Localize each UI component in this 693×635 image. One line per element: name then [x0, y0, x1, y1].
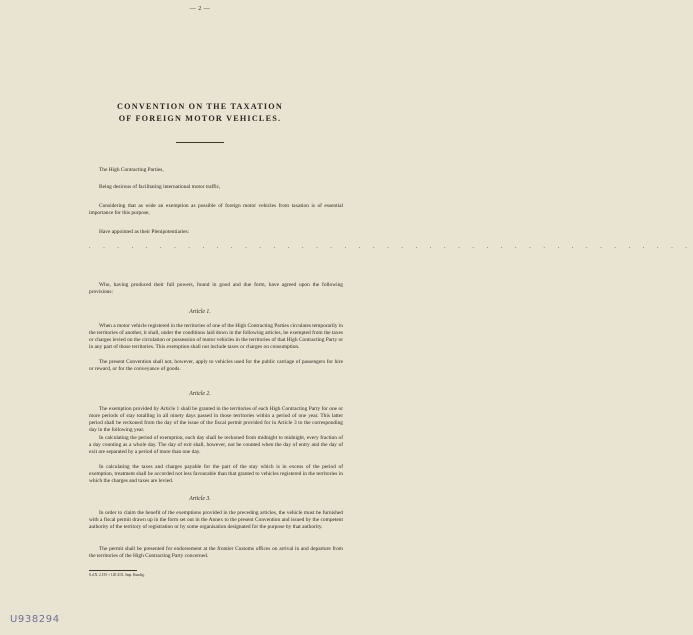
- page-number: — 2 —: [189, 6, 211, 12]
- preamble-considering: Considering that as wide an exemption as possible of foreign motor vehicles from taxation is of essential importance for this purpose,: [89, 203, 343, 217]
- title-line-2: OF FOREIGN MOTOR VEHICLES.: [118, 114, 282, 123]
- plenipotentiaries-dots: . . . . . . . . . . . . . . . . . . . . . . . . . . . . . . . . . . . . . . . . . . .: [89, 244, 693, 250]
- article-1-heading: Article 1.: [189, 309, 211, 315]
- article-3-paragraph-2: The permit shall be presented for endorsement at the frontier Customs offices on arrival in and departure from the territories of the High Contracting Party concerned.: [89, 546, 343, 560]
- article-2-paragraph-1: The exemption provided by Article 1 shall be granted in the territories of each High Contracting Party for one or more periods of stay totalling in all ninety days passed in those territories within a period of one year. This latter period shall be reckoned from the day of the issue of the fiscal permit provided for in Article 3 to the corresponding day in the following year.: [89, 406, 343, 434]
- article-2-paragraph-2: In calculating the period of exemption, each day shall be reckoned from midnight to midnight, every fraction of a day counting as a whole day. The day of exit shall, however, not be counted when the day of entry and the day of exit are separated by a period of more than one day.: [89, 435, 343, 456]
- preamble-who: Who, having produced their full powers, found in good and due form, have agreed upon the following provisions:: [89, 282, 343, 296]
- article-2-heading: Article 2.: [189, 391, 211, 397]
- printer-imprint: S.d.N. 2.155 + 120 4/31. Imp. Kundig.: [89, 573, 145, 577]
- article-2-paragraph-3: In calculating the taxes and charges payable for the part of the stay which is in excess of the period of exemption, treatment shall be accorded not less favourable than that granted to vehicles registered in the territories in which the charges and taxes are levied.: [89, 464, 343, 485]
- preamble-parties: The High Contracting Parties,: [99, 167, 164, 173]
- catalogue-stamp: U938294: [10, 614, 60, 625]
- article-3-heading: Article 3.: [189, 496, 211, 502]
- preamble-desirous: Being desirous of facilitating international motor traffic,: [99, 184, 221, 190]
- article-3-paragraph-1: In order to claim the benefit of the exemptions provided in the preceding articles, the vehicle must be furnished with a fiscal permit drawn up in the form set out in the Annex to the present Convention and issued by the competent authority of the territory of registration or by some organisation designated for the purpose by that authority.: [89, 510, 343, 531]
- footer-divider: [89, 570, 137, 571]
- preamble-appointed: Have appointed as their Plenipotentiaries:: [99, 229, 190, 235]
- title-divider: [176, 142, 224, 143]
- title-line-1: CONVENTION ON THE TAXATION: [117, 102, 283, 111]
- article-1-paragraph-1: When a motor vehicle registered in the territories of one of the High Contracting Parties circulates temporarily in the territories of another, it shall, under the conditions laid down in the following articles, be exempted from the taxes or charges levied on the circulation or possession of motor vehicles in the territories of that High Contracting Party or in any part of those territories. This exemption shall not include taxes or charges on consumption.: [89, 323, 343, 351]
- article-1-paragraph-2: The present Convention shall not, however, apply to vehicles used for the public carriage of passengers for hire or reward, or for the conveyance of goods.: [89, 359, 343, 373]
